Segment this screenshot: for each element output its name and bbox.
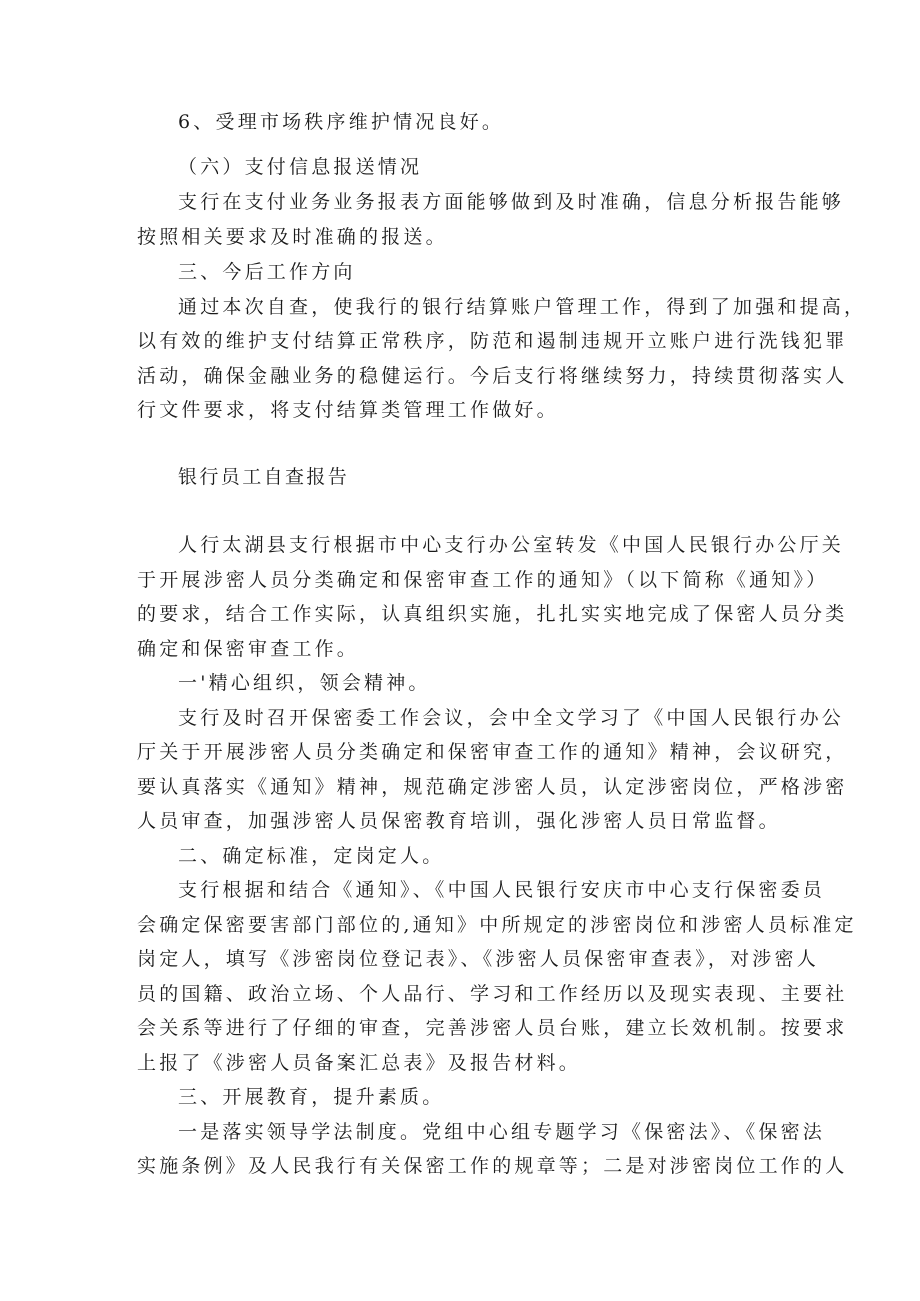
item-6-line: 6、受理市场秩序维护情况良好。	[178, 111, 505, 133]
part-2-para-line: 岗定人，填写《涉密岗位登记表》、《涉密人员保密审查表》，对涉密人	[137, 948, 819, 970]
section-3-para-line: 通过本次自查，使我行的银行结算账户管理工作，得到了加强和提高，	[178, 296, 867, 318]
intro-para-line: 确定和保密审查工作。	[137, 638, 360, 660]
section-3-para-line: 以有效的维护支付结算正常秩序，防范和遏制违规开立账户进行洗钱犯罪	[137, 330, 848, 352]
part-2-heading: 二、确定标准，定岗定人。	[178, 845, 445, 867]
part-2-para-line: 上报了《涉密人员备案汇总表》及报告材料。	[137, 1052, 582, 1074]
intro-para-line: 于开展涉密人员分类确定和保密审查工作的通知》（以下简称《通知》）	[137, 569, 829, 591]
section-3-para-line: 活动，确保金融业务的稳健运行。今后支行将继续努力，持续贯彻落实人	[137, 365, 848, 387]
part-1-heading: 一'精心组织，领会精神。	[178, 672, 431, 694]
intro-para-line: 的要求，结合工作实际，认真组织实施，扎扎实实地完成了保密人员分类	[137, 603, 848, 625]
section-3-para-line: 行文件要求，将支付结算类管理工作做好。	[137, 399, 559, 421]
part-3-heading: 三、开展教育，提升素质。	[178, 1086, 445, 1108]
section-3-heading: 三、今后工作方向	[178, 261, 356, 283]
part-2-para-line: 会确定保密要害部门部位的,通知》中所规定的涉密岗位和涉密人员标准定	[137, 914, 857, 936]
section-6-para-line: 按照相关要求及时准确的报送。	[137, 226, 448, 248]
part-3-para-line: 实施条例》及人民我行有关保密工作的规章等；二是对涉密岗位工作的人	[137, 1155, 848, 1177]
intro-para-line: 人行太湖县支行根据市中心支行办公室转发《中国人民银行办公厅关	[178, 534, 845, 556]
part-2-para-line: 支行根据和结合《通知》、《中国人民银行安庆市中心支行保密委员	[178, 879, 826, 901]
part-3-para-line: 一是落实领导学法制度。党组中心组专题学习《保密法》、《保密法	[178, 1121, 826, 1143]
part-1-para-line: 支行及时召开保密委工作会议，会中全文学习了《中国人民银行办公	[178, 707, 845, 729]
part-1-para-line: 人员审查，加强涉密人员保密教育培训，强化涉密人员日常监督。	[137, 810, 781, 832]
part-1-para-line: 要认真落实《通知》精神，规范确定涉密人员，认定涉密岗位，严格涉密	[137, 776, 848, 798]
part-1-para-line: 厅关于开展涉密人员分类确定和保密审查工作的通知》精神，会议研究，	[137, 741, 848, 763]
section-6-heading: （六）支付信息报送情况	[178, 156, 423, 178]
part-2-para-line: 会关系等进行了仔细的审查，完善涉密人员台账，建立长效机制。按要求	[137, 1017, 848, 1039]
part-2-para-line: 员的国籍、政治立场、个人品行、学习和工作经历以及现实表现、主要社	[137, 983, 848, 1005]
section-6-para-line: 支行在支付业务业务报表方面能够做到及时准确，信息分析报告能够	[178, 191, 845, 213]
report-title: 银行员工自查报告	[178, 466, 350, 488]
